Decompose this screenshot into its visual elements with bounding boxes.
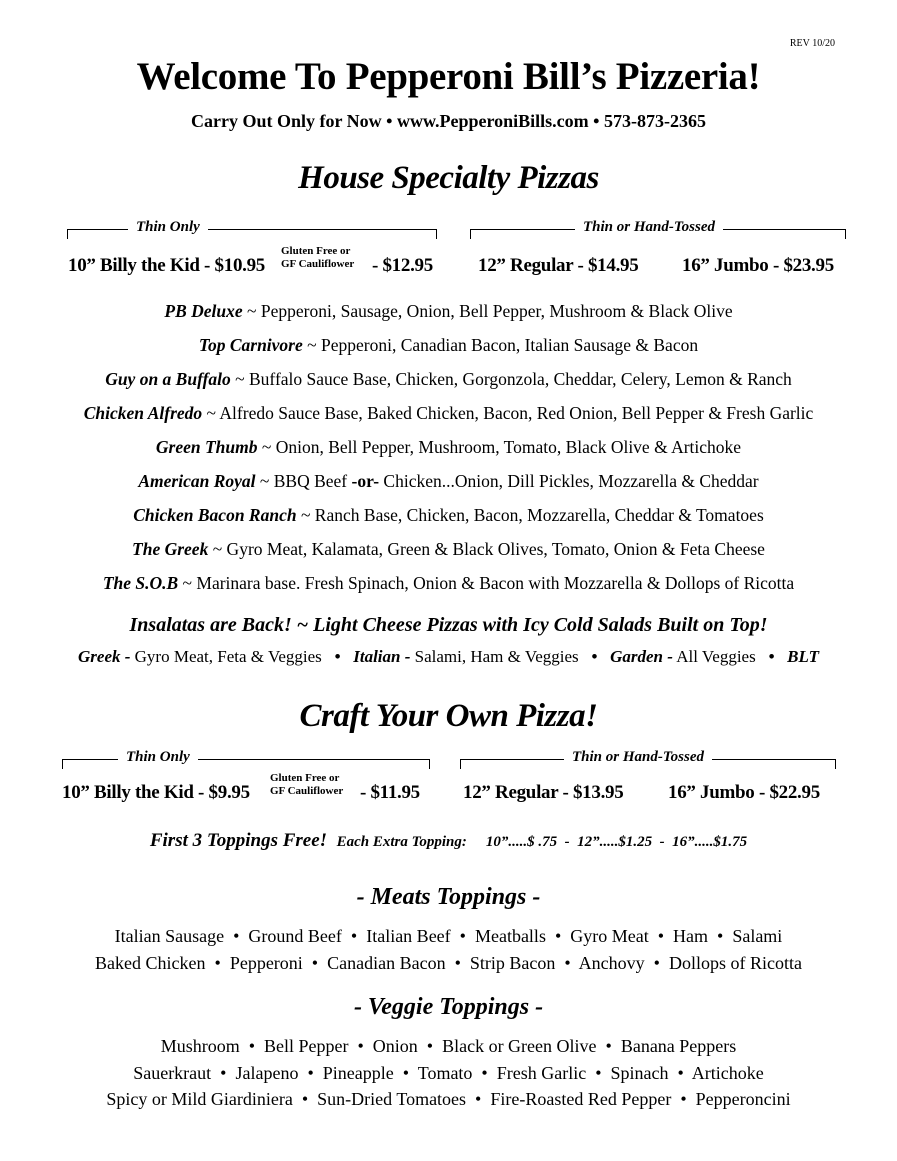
- veggie-list-line-3: Spicy or Mild Giardiniera • Sun-Dried Tomatoes • Fire-Roasted Red Pepper • Pepperoncini: [106, 1089, 791, 1109]
- gluten-free-price: - $12.95: [372, 255, 433, 276]
- craft-thin-only-label: Thin Only: [118, 749, 198, 766]
- veggie-toppings-heading: - Veggie Toppings -: [353, 994, 544, 1020]
- insalatas-list: Greek - Gyro Meat, Feta & Veggies • Italian - Salami, Ham & Veggies • Garden - All Veggies • BLT: [78, 647, 819, 666]
- bullet: •: [768, 647, 775, 666]
- bullet: •: [591, 647, 598, 666]
- regular-price: 12” Regular - $14.95: [478, 255, 639, 276]
- specialty-american-royal: American Royal ~ BBQ Beef -or- Chicken...Onion, Dill Pickles, Mozzarella & Cheddar: [138, 471, 759, 491]
- gluten-free-label: Gluten Free or GF Cauliflower: [281, 245, 355, 270]
- craft-gluten-free-price: - $11.95: [360, 782, 420, 803]
- thin-only-bracket: [67, 229, 437, 239]
- specialty-pb-deluxe: PB Deluxe ~ Pepperoni, Sausage, Onion, Bell Pepper, Mushroom & Black Olive: [164, 301, 733, 321]
- thin-only-label: Thin Only: [128, 219, 208, 236]
- veggie-list-line-1: Mushroom • Bell Pepper • Onion • Black or Green Olive • Banana Peppers: [160, 1036, 737, 1056]
- specialty-chicken-bacon-ranch: Chicken Bacon Ranch ~ Ranch Base, Chicken, Bacon, Mozzarella, Cheddar & Tomatoes: [133, 505, 764, 525]
- hand-tossed-label: Thin or Hand-Tossed: [575, 219, 723, 236]
- insalatas-heading: Insalatas are Back! ~ Light Cheese Pizzas with Icy Cold Salads Built on Top!: [129, 614, 768, 636]
- specialty-green-thumb: Green Thumb ~ Onion, Bell Pepper, Mushroom, Tomato, Black Olive & Artichoke: [155, 437, 742, 457]
- craft-regular-price: 12” Regular - $13.95: [463, 782, 624, 803]
- craft-gluten-free-label: Gluten Free or GF Cauliflower: [270, 772, 344, 797]
- specialty-chicken-alfredo: Chicken Alfredo ~ Alfredo Sauce Base, Baked Chicken, Bacon, Red Onion, Bell Pepper & Fresh Garlic: [83, 403, 814, 423]
- specialty-the-sob: The S.O.B ~ Marinara base. Fresh Spinach, Onion & Bacon with Mozzarella & Dollops of Ricotta: [102, 573, 795, 593]
- jumbo-price: 16” Jumbo - $23.95: [682, 255, 834, 276]
- veggie-list-line-2: Sauerkraut • Jalapeno • Pineapple • Tomato • Fresh Garlic • Spinach • Artichoke: [133, 1063, 764, 1083]
- specialty-guy-on-a-buffalo: Guy on a Buffalo ~ Buffalo Sauce Base, Chicken, Gorgonzola, Cheddar, Celery, Lemon & Ranch: [105, 369, 792, 389]
- billy-kid-price: 10” Billy the Kid - $10.95: [68, 255, 265, 276]
- craft-billy-kid-price: 10” Billy the Kid - $9.95: [62, 782, 250, 803]
- meats-toppings-heading: - Meats Toppings -: [356, 884, 541, 910]
- craft-your-own-heading: Craft Your Own Pizza!: [299, 698, 598, 734]
- bullet: •: [334, 647, 341, 666]
- specialty-the-greek: The Greek ~ Gyro Meat, Kalamata, Green & Black Olives, Tomato, Onion & Feta Cheese: [132, 539, 765, 559]
- revision-label: REV 10/20: [789, 38, 835, 49]
- meats-list-line-1: Italian Sausage • Ground Beef • Italian Beef • Meatballs • Gyro Meat • Ham • Salami: [114, 926, 783, 946]
- house-specialty-heading: House Specialty Pizzas: [298, 160, 599, 196]
- specialty-top-carnivore: Top Carnivore ~ Pepperoni, Canadian Bacon, Italian Sausage & Bacon: [198, 335, 699, 355]
- meats-list-line-2: Baked Chicken • Pepperoni • Canadian Bacon • Strip Bacon • Anchovy • Dollops of Ricotta: [95, 953, 802, 973]
- page-title: Welcome To Pepperoni Bill’s Pizzeria!: [136, 55, 761, 98]
- craft-jumbo-price: 16” Jumbo - $22.95: [668, 782, 820, 803]
- contact-line: Carry Out Only for Now • www.PepperoniBills.com • 573-873-2365: [191, 111, 706, 131]
- craft-hand-tossed-label: Thin or Hand-Tossed: [564, 749, 712, 766]
- toppings-pricing: First 3 Toppings Free! Each Extra Topping: 10”.....$ .75 - 12”.....$1.25 - 16”.....$1.75: [149, 830, 748, 851]
